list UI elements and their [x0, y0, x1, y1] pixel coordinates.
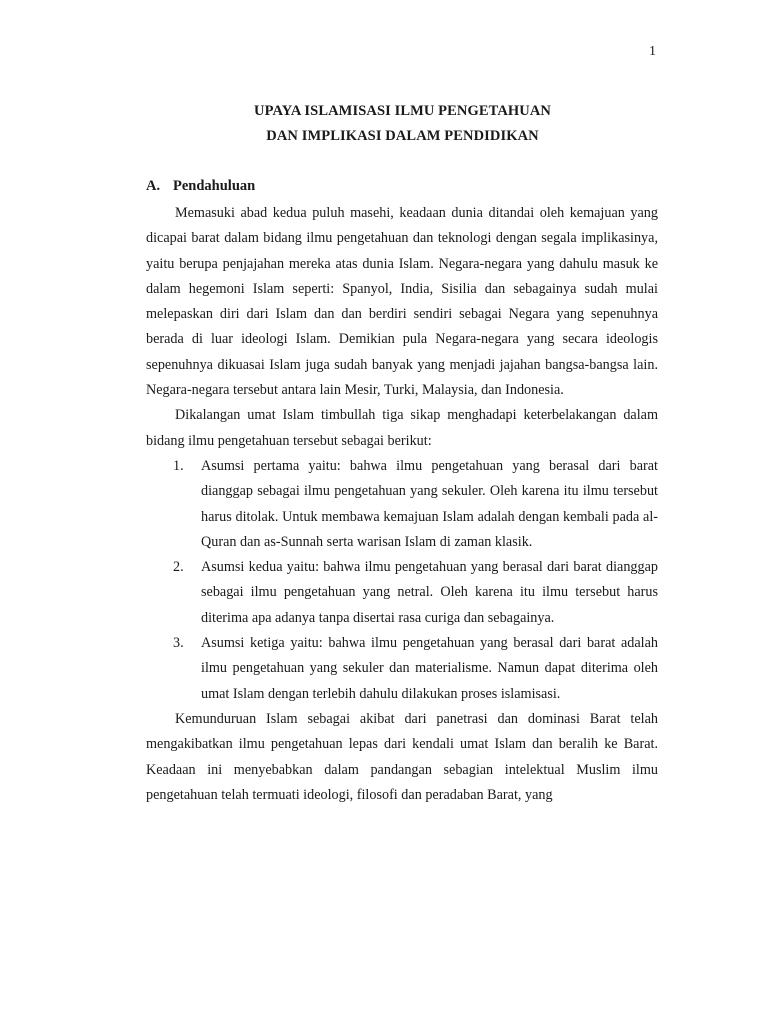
section-letter: A.	[146, 178, 161, 194]
paragraph-decline: Kemunduruan Islam sebagai akibat dari panetrasi dan dominasi Barat telah mengakibatkan ilmu pengetahuan lepas dari kendali umat Islam dan beralih ke Barat. Keadaan ini menyebabkan dalam pandangan sebagian intelektual Muslim ilmu pengetahuan telah termuati ideologi, filosofi dan peradaban Barat, yang	[146, 710, 658, 803]
list-number: 3.	[173, 635, 184, 652]
list-item-text: Asumsi kedua yaitu: bahwa ilmu pengetahuan yang berasal dari barat dianggap sebagai ilmu pengetahuan yang netral. Oleh karena itu ilmu tersebut harus diterima apa adanya tanpa disertai rasa curiga dan sebagainya.	[201, 559, 658, 626]
list-item	[146, 555, 658, 631]
page-number: 1	[649, 44, 656, 59]
paragraph-intro: Memasuki abad kedua puluh masehi, keadaan dunia ditandai oleh kemajuan yang dicapai barat dalam bidang ilmu pengetahuan dan teknologi dengan segala implikasinya, yaitu berupa penjajahan mereka atas dunia Islam. Negara-negara yang dahulu masuk ke dalam hegemoni Islam seperti: Spanyol, India, Sisilia dan sebagainya sudah mulai melepaskan diri dari Islam dan dan berdiri sendiri sebagai Negara yang sepenuhnya berada di luar ideologi Islam. Demikian pula Negara-negara yang secara ideologis sepenuhnya dikuasai Islam juga sudah banyak yang menjadi jajahan bangsa-bangsa lain. Negara-negara tersebut antara lain Mesir, Turki, Malaysia, dan Indonesia.	[146, 205, 658, 399]
section-heading-text: Pendahuluan	[173, 178, 256, 194]
document-title-line-1: UPAYA ISLAMISASI ILMU PENGETAHUAN	[254, 103, 551, 119]
list-item	[146, 631, 658, 707]
section-heading	[146, 178, 255, 195]
list-number: 2.	[173, 559, 184, 576]
list-number: 1.	[173, 457, 184, 474]
document-title-line-2: DAN IMPLIKASI DALAM PENDIDIKAN	[266, 128, 539, 144]
paragraph-attitudes: Dikalangan umat Islam timbullah tiga sikap menghadapi keterbelakangan dalam bidang ilmu pengetahuan tersebut sebagai berikut:	[146, 407, 658, 449]
list-item-text: Asumsi pertama yaitu: bahwa ilmu pengetahuan yang berasal dari barat dianggap sebagai ilmu pengetahuan yang sekuler. Oleh karena itu ilmu tersebut harus ditolak. Untuk membawa kemajuan Islam adalah dengan kembali pada al-Quran dan as-Sunnah serta warisan Islam di zaman klasik.	[201, 457, 658, 550]
body-text	[146, 201, 658, 808]
list-item-text: Asumsi ketiga yaitu: bahwa ilmu pengetahuan yang berasal dari barat adalah ilmu pengetahuan yang sekuler dan materialisme. Namun dapat diterima oleh umat Islam dengan terlebih dahulu dilakukan proses islamisasi.	[201, 635, 658, 702]
list-item	[146, 454, 658, 555]
assumption-list	[146, 454, 658, 707]
